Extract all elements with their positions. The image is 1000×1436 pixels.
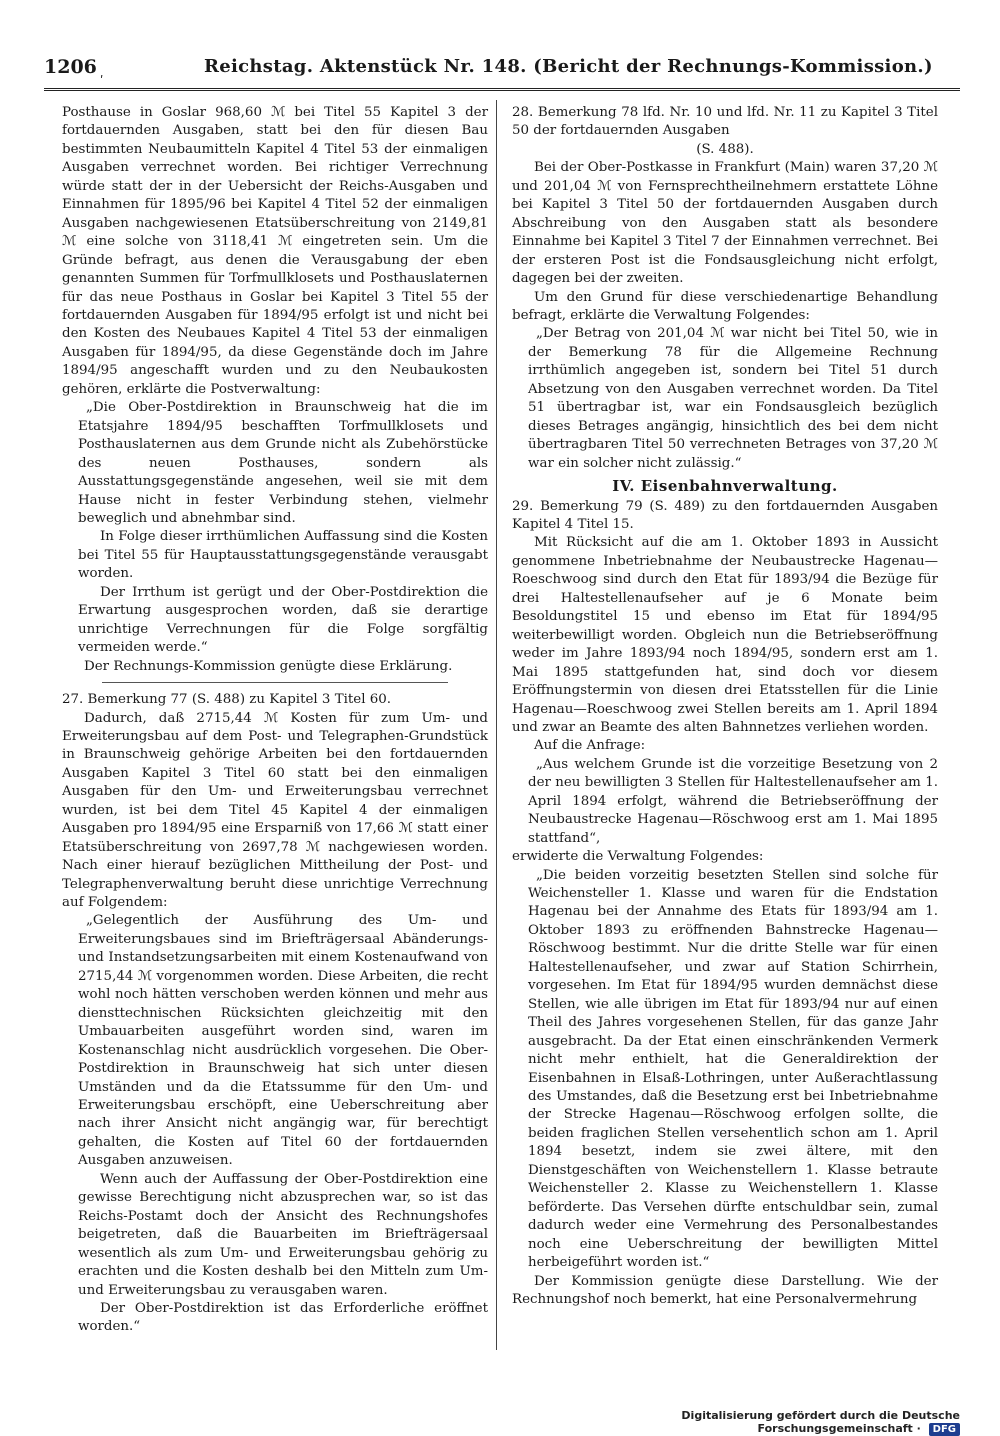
quote-paragraph: „Gelegentlich der Ausführung des Um- und Erweiterungsbaues sind im Briefträgersaal Abänderungs- und Instandsetzungsarbeiten mit einem Kostenaufwand von 2715,44 ℳ vorgenommen worden. Diese Arbeiten, die recht wohl noch hätten verschoben werden können und mehr aus diensttechnischen Rücksichten gleichzeitig mit den Umbauarbeiten ausgeführt worden sind, waren im Kostenanschlag nicht ausdrücklich vorgesehen. Die Ober-Postdirektion in Braunschweig hat sich unter diesen Umständen und da die Etatssumme für den Um- und Erweiterungsbau erschöpft, eine Ueberschreitung aber nach ihrer Ansicht nicht angängig war, für berechtigt gehalten, die Kosten auf Titel 60 der fortdauernden Ausgaben anzuweisen. [78,913,488,1169]
tick-mark: ʹ [100,74,104,88]
paragraph: Der Rechnungs-Kommission genügte diese Erklärung. [84,658,453,674]
paragraph: Bei der Ober-Postkasse in Frankfurt (Main) waren 37,20 ℳ und 201,04 ℳ von Fernsprechtheilnehmern erstattete Löhne bei Kapitel 3 Titel 50 der fortdauernden Ausgaben durch Abschreibung von den Ausgaben statt als besondere Einnahme bei Kapitel 3 Titel 7 der Einnahmen verrechnet. Bei der ersteren Post ist die Fondsausgleichung nicht erfolgt, dagegen bei der zweiten. [512,160,938,287]
section-28-heading: 28. Bemerkung 78 lfd. Nr. 10 und lfd. Nr. 11 zu Kapitel 3 Titel 50 der fortdauernden Ausgaben [512,105,938,139]
right-column [512,104,938,1309]
paragraph: Auf die Anfrage: [534,738,646,754]
quote-paragraph: „Die beiden vorzeitig besetzten Stellen sind solche für Weichensteller 1. Klasse und waren für die Endstation Hagenau bei der Annahme des Etats für 1893/94 am 1. Oktober 1893 zu eröffnenden Bahnstrecke Hagenau—Röschwoog bestimmt. Nur die dritte Stelle war für einen Haltestellenaufseher, und zwar auf Station Schirrhein, vorgesehen. Im Etat für 1894/95 wurden demnächst diese Stellen, wie alle übrigen im Etat für 1893/94 nur auf einen Theil des Jahres vorgesehenen Stellen, für das ganze Jahr ausgebracht. Da der Etat einen einschränkenden Vermerk nicht mehr enthielt, hat die Generaldirektion der Eisenbahnen in Elsaß-Lothringen, unter Außerachtlassung des Umstandes, daß die Besetzung erst bei Inbetriebnahme der Strecke Hagenau—Röschwoog erfolgen sollte, die beiden fraglichen Stellen versehentlich schon am 1. April 1894 besetzt, indem sie zwei ältere, mit den Dienstgeschäften von Weichenstellern 1. Klasse betraute Weichensteller 2. Klasse zu Weichenstellern 1. Klasse beförderte. Das Versehen dürfte entschuldbar sein, zumal dadurch weder eine Vermehrung des Personalbestandes noch eine Ueberschreitung der bewilligten Mittel herbeigeführt worden ist.“ [528,867,938,1271]
section-29-heading: 29. Bemerkung 79 (S. 489) zu den fortdauernden Ausgaben Kapitel 4 Titel 15. [512,498,938,532]
quote-paragraph: In Folge dieser irrthümlichen Auffassung sind die Kosten bei Titel 55 für Hauptausstattungsgegenstände verausgabt worden. [78,529,488,582]
page-header [44,52,960,86]
quote-paragraph: Wenn auch der Auffassung der Ober-Postdirektion eine gewisse Berechtigung nicht abzusprechen war, so ist das Reichs-Postamt doch der Ansicht des Rechnungshofes beigetreten, daß die Bauarbeiten im Briefträgersaal wesentlich als zum Um- und Erweiterungsbau gehörig zu erachten und die Kosten deshalb bei den Mitteln zum Um- und Erweiterungsbau zu verausgaben waren. [78,1171,488,1298]
column-divider [496,100,497,1350]
paragraph: Um den Grund für diese verschiedenartige Behandlung befragt, erklärte die Verwaltung Folgendes: [512,289,938,323]
page-number: 1206 [44,56,97,78]
section-rule [102,682,448,683]
paragraph: Der Kommission genügte diese Darstellung. Wie der Rechnungshof noch bemerkt, hat eine Personalvermehrung [512,1273,938,1307]
section-28-heading-ref: (S. 488). [696,141,754,157]
quote-paragraph: „Der Betrag von 201,04 ℳ war nicht bei Titel 50, wie in der Bemerkung 78 für die Allgemeine Rechnung irrthümlich angegeben ist, sondern bei Titel 51 durch Absetzung von den Ausgaben verrechnet worden. Da Titel 51 übertragbar ist, war ein Fondsausgleich bezüglich dieses Betrages angängig, hinsichtlich des bei dem nicht übertragbaren Titel 50 verrechneten Betrages von 37,20 ℳ war ein solcher nicht zulässig.“ [528,326,938,471]
paragraph: erwiderte die Verwaltung Folgendes: [512,849,764,865]
part-4-heading: IV. Eisenbahnverwaltung. [612,477,838,496]
header-rule [44,88,960,91]
quote-paragraph: Der Irrthum ist gerügt und der Ober-Postdirektion die Erwartung ausgesprochen worden, daß sie derartige unrichtige Verrechnungen für die Folge sorgfältig vermeiden werde.“ [78,584,488,656]
section-27-heading: 27. Bemerkung 77 (S. 488) zu Kapitel 3 Titel 60. [62,692,392,708]
funding-note: Digitalisierung gefördert durch die Deutsche Forschungsgemeinschaft · [681,1409,960,1435]
quote-paragraph: „Die Ober-Postdirektion in Braunschweig hat die im Etatsjahre 1894/95 beschafften Torfmullklosets und Posthauslaternen aus dem Grunde nicht als Zubehörstücke des neuen Posthauses, sondern als Ausstattungsgegenstände angesehen, weil sie mit dem Hause nicht in fester Verbindung stehen, vielmehr beweglich und abnehmbar sind. [78,400,488,526]
left-column [62,104,488,1337]
footer [560,1409,960,1435]
paragraph: Dadurch, daß 2715,44 ℳ Kosten für zum Um- und Erweiterungsbau auf dem Post- und Telegraphen-Grundstück in Braunschweig gehörige Arbeiten bei den fortdauernden Ausgaben Kapitel 3 Titel 60 statt bei den einmaligen Ausgaben für den Um- und Erweiterungsbau verrechnet wurden, ist bei dem Titel 45 Kapitel 4 der einmaligen Ausgaben pro 1894/95 eine Ersparniß von 17,66 ℳ statt einer Etatsüberschreitung von 2697,78 ℳ nachgewiesen worden. Nach einer hierauf bezüglichen Mittheilung der Post- und Telegraphenverwaltung beruht diese unrichtige Verrechnung auf Folgendem: [62,710,488,911]
dfg-logo: DFG [929,1423,960,1436]
quote-paragraph: Der Ober-Postdirektion ist das Erforderliche eröffnet worden.“ [78,1301,488,1335]
paragraph: Mit Rücksicht auf die am 1. Oktober 1893 in Aussicht genommene Inbetriebnahme der Neubaustrecke Hagenau—Roeschwoog sind durch den Etat für 1893/94 die Bezüge für drei Haltestellenaufseher auf je 6 Monate beim Besoldungstitel 15 und ebenso im Etat für 1894/95 weiterbewilligt worden. Obgleich nun die Betriebseröffnung weder im Jahre 1893/94 noch 1894/95, sondern erst am 1. Mai 1895 stattgefunden hat, sind doch vor diesem Eröffnungstermin von diesen drei Etatsstellen für die Linie Hagenau—Roeschwoog zwei Stellen bereits am 1. April 1894 und zwar an Beamte des alten Bahnnetzes verliehen worden. [512,535,938,735]
paragraph: Posthause in Goslar 968,60 ℳ bei Titel 55 Kapitel 3 der fortdauernden Ausgaben, statt bei den für diesen Bau bestimmten Neubaumitteln Kapitel 4 Titel 53 der einmaligen Ausgaben verrechnet worden. Bei richtiger Verrechnung würde statt der in der Uebersicht der Reichs-Ausgaben und Einnahmen für 1895/96 bei Kapitel 4 Titel 52 der einmaligen Ausgaben nachgewiesenen Etatsüberschreitung von 2149,81 ℳ eine solche von 3118,41 ℳ eingetreten sein. Um die Gründe befragt, aus denen die Verausgabung der eben genannten Summen für Torfmullklosets und Posthauslaternen für das neue Posthaus in Goslar bei Kapitel 3 Titel 55 der fortdauernden Ausgaben für 1894/95 erfolgt ist und nicht bei den Kosten des Neubaues Kapitel 4 Titel 53 der einmaligen Ausgaben für 1894/95, da diese Gegenstände doch im Jahre 1894/95 angeschafft wurden und zu den Neubaukosten gehören, erklärte die Postverwaltung: [62,105,488,397]
running-title: Reichstag. Aktenstück Nr. 148. (Bericht der Rechnungs-Kommission.) [204,56,933,77]
quote-paragraph: „Aus welchem Grunde ist die vorzeitige Besetzung von 2 der neu bewilligten 3 Stellen für Haltestellenaufseher am 1. April 1894 erfolgt, während die Betriebseröffnung der Neubaustrecke Hagenau—Röschwoog erst am 1. Mai 1895 stattfand“, [528,756,938,846]
